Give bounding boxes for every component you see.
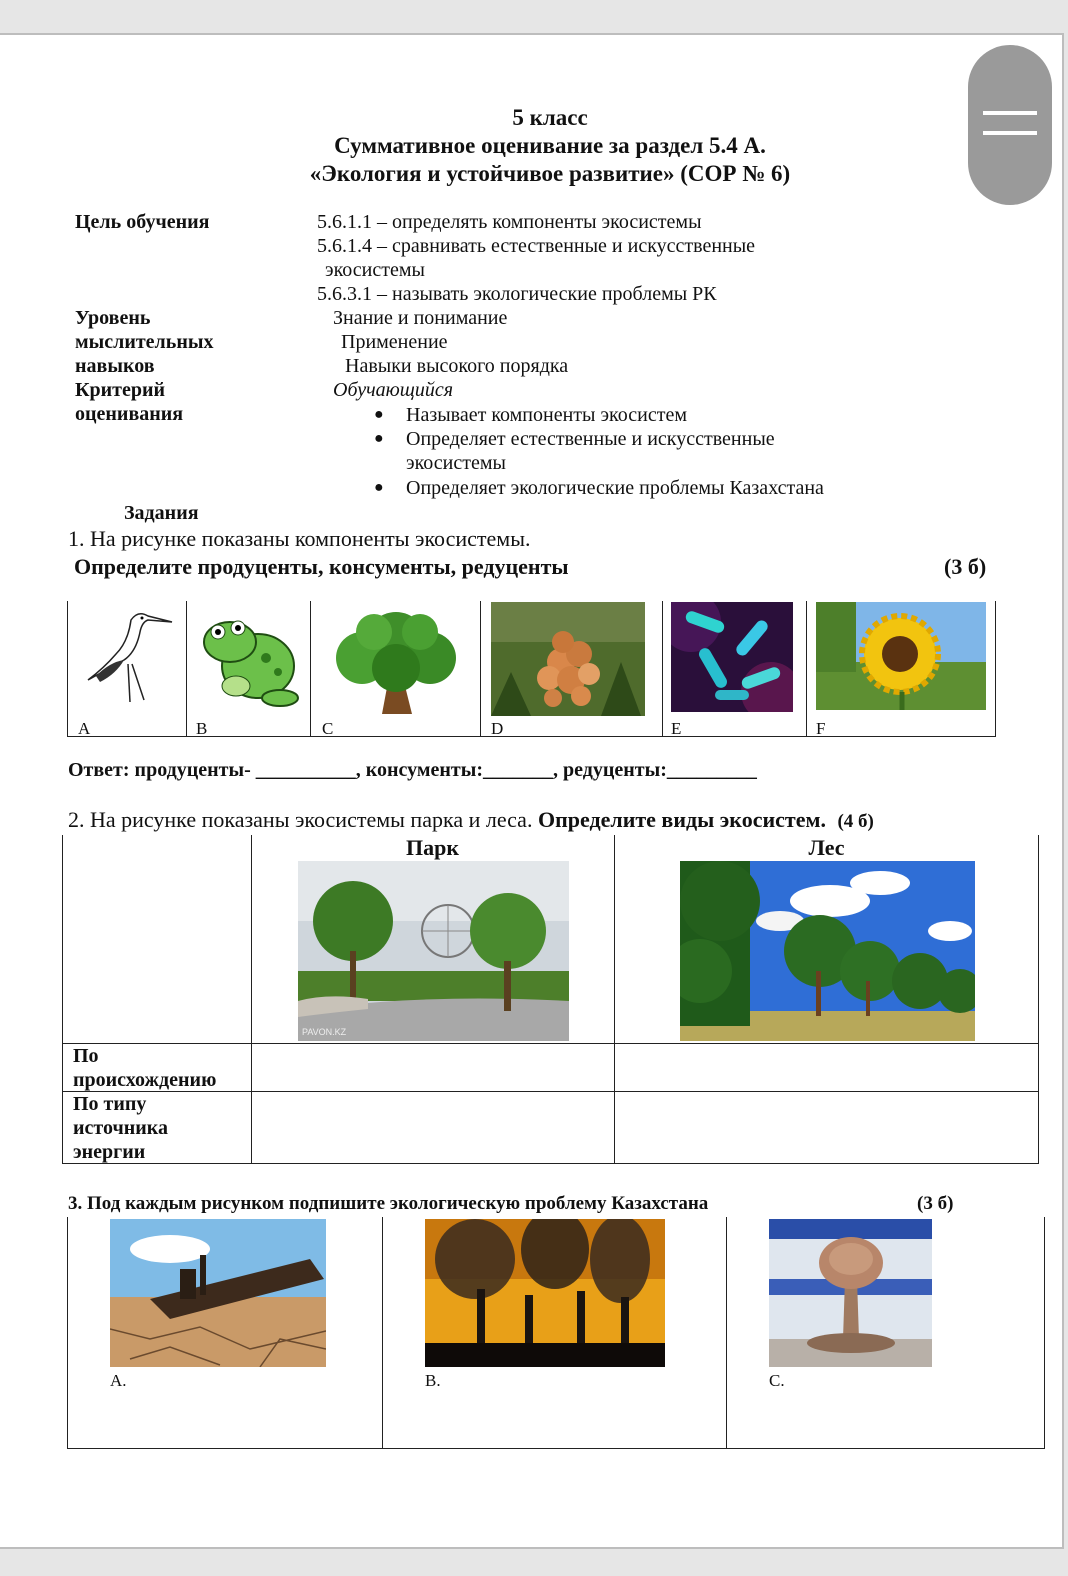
- level-3: Навыки высокого порядка: [345, 355, 569, 377]
- row-energy-1: По типу: [73, 1093, 147, 1115]
- document-page: [0, 33, 1064, 1549]
- t1-label-c: C: [322, 719, 334, 738]
- learner-label: Обучающийся: [333, 379, 454, 401]
- task2-points: (4 б): [837, 811, 874, 832]
- task2-intro: 2. На рисунке показаны экосистемы парка и леса.: [68, 807, 533, 832]
- task1-question: Определите продуценты, консументы, редуценты: [74, 554, 569, 579]
- t2-border-bottom: [62, 1163, 1039, 1164]
- tree-image: [322, 602, 470, 718]
- t2-border-left: [62, 835, 63, 1164]
- bacteria-image: [671, 602, 793, 712]
- frog-image: [196, 602, 300, 712]
- row-origin-2: происхождению: [73, 1069, 217, 1091]
- goal-1: 5.6.1.1 – определять компоненты экосистемы: [317, 211, 702, 233]
- factory-smoke-image: [425, 1219, 665, 1367]
- criterion-2-cont: экосистемы: [406, 452, 506, 474]
- t3-border-bottom: [67, 1448, 1045, 1449]
- t1-divider: [310, 601, 311, 737]
- stork-image: [76, 602, 176, 712]
- t1-label-a: A: [78, 719, 91, 738]
- t3-label-c: C.: [769, 1371, 785, 1390]
- forest-image: [680, 861, 975, 1041]
- task2-question: Определите виды экосистем.: [537, 807, 826, 832]
- t2-border-right: [1038, 835, 1039, 1164]
- sunflower-image: [816, 602, 986, 710]
- row-energy-2: источника: [73, 1117, 168, 1139]
- park-watermark: PAVON.KZ: [302, 1027, 347, 1037]
- park-header: Парк: [405, 835, 460, 860]
- level-label-1: Уровень: [75, 307, 151, 329]
- t2-divider: [614, 835, 615, 1164]
- task1-points: (3 б): [944, 554, 987, 579]
- t1-border-left: [67, 601, 68, 737]
- t3-divider: [726, 1217, 727, 1449]
- task3-points: (3 б): [917, 1193, 954, 1214]
- task1-intro: 1. На рисунке показаны компоненты экосистемы.: [68, 526, 531, 551]
- t3-label-a: A.: [110, 1371, 127, 1390]
- t2-divider: [251, 835, 252, 1164]
- criterion-3: ● Определяет экологические проблемы Казахстана: [406, 477, 824, 500]
- t1-label-b: B: [196, 719, 208, 738]
- nuclear-explosion-image: [769, 1219, 932, 1367]
- criteria-label-1: Критерий: [75, 379, 166, 401]
- t1-divider: [186, 601, 187, 737]
- mushroom-image: [491, 602, 645, 716]
- t1-divider: [480, 601, 481, 737]
- row-origin-1: По: [73, 1045, 99, 1067]
- dry-sea-ship-image: [110, 1219, 326, 1367]
- t3-border-left: [67, 1217, 68, 1449]
- t3-border-right: [1044, 1217, 1045, 1449]
- goal-2-cont: экосистемы: [325, 259, 425, 281]
- row-energy-3: энергии: [73, 1141, 146, 1163]
- section-title: «Экология и устойчивое развитие» (СОР № 6): [309, 161, 791, 186]
- t1-divider: [806, 601, 807, 737]
- task3-question: 3. Под каждым рисунком подпишите экологическую проблему Казахстана: [68, 1193, 709, 1214]
- level-label-2: мыслительных: [75, 331, 214, 353]
- forest-header: Лес: [808, 835, 845, 860]
- t3-label-b: B.: [425, 1371, 441, 1390]
- level-2: Применение: [341, 331, 448, 353]
- level-label-3: навыков: [75, 355, 155, 377]
- tasks-heading: Задания: [124, 502, 199, 524]
- goal-2: 5.6.1.4 – сравнивать естественные и искусственные: [317, 235, 756, 257]
- goal-3: 5.6.3.1 – называть экологические проблемы РК: [317, 283, 717, 305]
- goal-label: Цель обучения: [75, 211, 210, 233]
- t2-row-line: [62, 1043, 1039, 1044]
- t1-label-f: F: [816, 719, 826, 738]
- criterion-2: ● Определяет естественные и искусственные: [406, 428, 775, 451]
- t1-border-right: [995, 601, 996, 737]
- task2-heading: [68, 807, 874, 833]
- t3-divider: [382, 1217, 383, 1449]
- task1-answer-line: Ответ: продуценты- __________, консументы:_______, редуценты:_________: [68, 759, 757, 781]
- criterion-1: ● Называет компоненты экосистем: [406, 404, 687, 427]
- assessment-title: Суммативное оценивание за раздел 5.4 А.: [334, 133, 766, 158]
- grade-title: 5 класс: [512, 105, 588, 130]
- park-image: [298, 861, 569, 1041]
- t1-label-e: E: [671, 719, 682, 738]
- level-1: Знание и понимание: [333, 307, 508, 329]
- criteria-label-2: оценивания: [75, 403, 184, 425]
- t1-label-d: D: [491, 719, 504, 738]
- t1-divider: [662, 601, 663, 737]
